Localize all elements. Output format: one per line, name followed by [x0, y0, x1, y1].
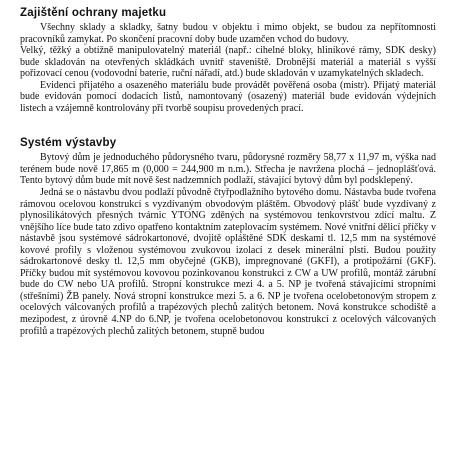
- section-heading-construction-system: Systém výstavby: [20, 137, 117, 150]
- paragraph-material-storage: Velký, těžký a obtížně manipulovatelný materiál (např.: cihelné bloky, hliníkové rámy, SDK desky) bude skladován na otevřených skládkách uvnitř staveniště. Drobnější materiál a materiál s vyšší pořizovací cenou (vodovodní baterie, ruční nářadí, atd.) bude skladován v uzamykatelných skladech.: [20, 45, 436, 80]
- paragraph-storage-locking: Všechny sklady a skladky, šatny budou v objektu i mimo objekt, se budou za nepřítomnosti pracovníků zamykat. Po skončení pracovní doby bude uzamčen vchod do budovy.: [20, 22, 436, 45]
- paragraph-material-records: Evidenci přijatého a osazeného materiálu bude provádět pověřená osoba (mistr). Přijatý materiál bude evidován pomocí dodacích listů, namontovaný (osazený) materiál bude evidován výdejních listech a vzájemně kontrolovány při tvorbě soupisu provedených prací.: [20, 79, 436, 114]
- section-heading-property-protection: Zajištění ochrany majetku: [20, 7, 167, 19]
- paragraph-extension-structure: Jedná se o nástavbu dvou podlaží původně čtyřpodlažního bytového domu. Nástavba bude tvořena rámovou ocelovou konstrukcí s vyzdívaným obvodovým pláštěm. Obvodový plášť bude vyzdívaný z plynosilikátových přesných tvárnic YTONG zděných na systémovou tenkovrstvou zdící maltu. Z vnějšího líce bude tato zdivo opatřeno kontaktním zateplovacím systémem. Nové vnitřní dělicí příčky v nástavbě jsou systémové sádrokartonové, dvojitě opláštěné SDK deskami tl. 12,5 mm na systémové kovové profily s vloženou systémovou zvukovou izolací z desek minerální plsti. Budou použity sádrokartonové desky tl. 12,5 mm obyčejné (GKB), impregnované (GKFI), a protipožární (GKF). Příčky budou mít systémovou kovovou pozinkovanou konstrukci z CW a UW profilů, montáž zárubní bude do CW nebo UA profilů. Stropní konstrukce mezi 4. a 5. NP je tvořená stávajícími stropními (střešními) ŽB panely. Nová stropní konstrukce mezi 5. a 6. NP je tvořena ocelobetonovým stropem z ocelových válcovaných profilů a trapézových plechů zalitých betonem. Nová konstrukce schodiště a mezipodest, z úrovně 4.NP do 6.NP, je tvořena ocelobetonovou konstrukcí z ocelových válcovaných profilů a trapézových plechů zalitých betonem, stupně budou: [20, 187, 436, 337]
- paragraph-building-description: Bytový dům je jednoduchého půdorysného tvaru, půdorysné rozměry 58,77 x 11,97 m, výška nad terénem bude nově 17,865 m (0,000 = 244,900 m n.m.). Střecha je navržena plochá – jednoplášťová. Tento bytový dům bude mít nově šest nadzemních podlaží, stávající bytový dům byl podsklepený.: [20, 152, 436, 187]
